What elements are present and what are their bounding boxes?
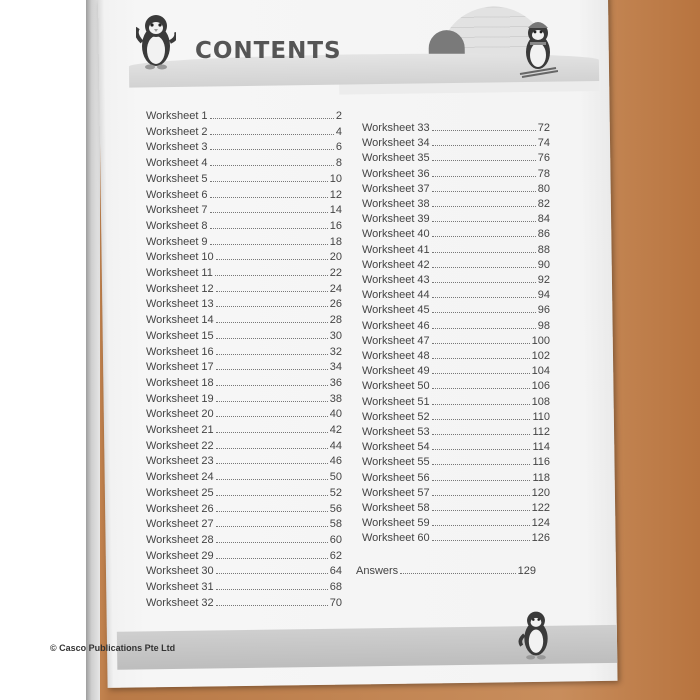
toc-entry	[146, 595, 342, 609]
leader-dots	[432, 206, 536, 207]
toc-entry-page: 52	[329, 486, 342, 499]
toc-entry	[146, 391, 342, 405]
leader-dots	[216, 291, 328, 292]
toc-entry-label: Worksheet 8	[146, 219, 208, 232]
toc-entry	[146, 579, 342, 593]
toc-entry-label: Worksheet 11	[146, 267, 213, 279]
page-title: CONTENTS	[195, 38, 342, 64]
toc-entry-label: Worksheet 2	[146, 125, 208, 138]
toc-entry	[362, 196, 550, 210]
toc-entry-label: Worksheet 45	[362, 304, 430, 317]
toc-entry-page: 120	[531, 486, 550, 499]
toc-entry-page: 26	[329, 298, 342, 311]
toc-entry-page: 16	[329, 219, 342, 232]
toc-entry	[146, 422, 342, 436]
toc-entry-page: 38	[329, 392, 342, 405]
leader-dots	[216, 589, 328, 590]
toc-entry-page: 46	[329, 455, 342, 468]
toc-entry	[362, 150, 550, 164]
leader-dots	[216, 605, 328, 606]
toc-entry	[362, 363, 550, 377]
toc-entry	[362, 242, 550, 256]
leader-dots	[216, 558, 328, 559]
toc-entry-label: Worksheet 51	[362, 395, 430, 408]
leader-dots	[216, 259, 328, 260]
toc-entry	[362, 424, 550, 438]
toc-entry	[362, 409, 550, 423]
toc-entry	[146, 202, 342, 216]
leader-dots	[216, 354, 328, 355]
leader-dots	[432, 130, 536, 131]
toc-entry-label: Worksheet 15	[146, 329, 214, 342]
toc-entry	[362, 470, 550, 484]
toc-entry-label: Worksheet 4	[146, 157, 208, 170]
leader-dots	[216, 479, 328, 480]
toc-entry-page: 96	[537, 304, 550, 317]
toc-entry-page: 50	[329, 471, 342, 484]
toc-entry-label: Worksheet 28	[146, 533, 214, 546]
toc-entry	[146, 171, 342, 185]
toc-entry-page: 112	[532, 426, 550, 438]
toc-entry	[362, 348, 550, 362]
toc-entry-page: 110	[532, 410, 550, 423]
penguin-waving-icon	[136, 12, 176, 70]
toc-entry-page: 90	[537, 258, 550, 271]
toc-entry-label: Worksheet 21	[146, 424, 214, 436]
leader-dots	[400, 573, 515, 574]
toc-entry-label: Worksheet 59	[362, 517, 430, 530]
toc-entry-page: 92	[537, 274, 550, 286]
leader-dots	[432, 191, 536, 192]
toc-entry-label: Worksheet 60	[362, 532, 430, 545]
toc-entry-label: Worksheet 18	[146, 376, 214, 389]
toc-entry-page: 40	[329, 408, 342, 421]
toc-entry-page: 74	[537, 137, 550, 150]
copyright-text: © Casco Publications Pte Ltd	[50, 643, 176, 653]
toc-entry	[362, 135, 550, 149]
toc-entry-label: Worksheet 46	[362, 319, 430, 332]
toc-entry-label: Worksheet 33	[362, 122, 430, 134]
leader-dots	[210, 228, 328, 229]
leader-dots	[432, 419, 531, 420]
toc-entry-label: Worksheet 13	[146, 298, 214, 311]
toc-entry	[146, 124, 342, 138]
toc-entry-label: Worksheet 35	[362, 152, 430, 165]
toc-entry-page: 18	[329, 235, 342, 248]
toc-entry	[146, 108, 342, 122]
toc-entry-label: Answers	[356, 565, 399, 577]
toc-entry-page: 32	[329, 345, 342, 358]
toc-entry-page: 34	[329, 361, 342, 374]
toc-entry-page: 30	[329, 329, 342, 342]
leader-dots	[216, 463, 328, 464]
toc-entry-page: 124	[531, 517, 550, 530]
leader-dots	[216, 511, 328, 512]
toc-entry-label: Worksheet 38	[362, 198, 430, 210]
toc-entry-label: Worksheet 9	[146, 235, 208, 248]
toc-entry-label: Worksheet 5	[146, 172, 208, 185]
toc-entry	[146, 563, 342, 577]
toc-entry-label: Worksheet 24	[146, 471, 214, 484]
toc-entry-label: Worksheet 25	[146, 486, 214, 499]
leader-dots	[432, 236, 536, 237]
toc-entry-page: 78	[537, 167, 550, 180]
toc-entry	[146, 218, 342, 232]
toc-entry-label: Worksheet 7	[146, 204, 208, 217]
toc-entry-page: 22	[329, 267, 342, 279]
leader-dots	[216, 432, 328, 433]
toc-entry	[146, 469, 342, 483]
toc-entry	[362, 530, 550, 544]
toc-entry	[146, 359, 342, 373]
toc-entry-page: 94	[537, 289, 550, 302]
toc-entry-label: Worksheet 41	[362, 243, 430, 256]
toc-entry-page: 56	[329, 502, 342, 515]
toc-entry-label: Worksheet 29	[146, 549, 214, 562]
toc-entry-label: Worksheet 55	[362, 456, 430, 469]
toc-entry-label: Worksheet 10	[146, 251, 214, 264]
leader-dots	[210, 118, 334, 119]
toc-entry-page: 116	[532, 456, 550, 469]
toc-entry	[362, 272, 550, 286]
toc-entry	[146, 312, 342, 326]
leader-dots	[432, 145, 536, 146]
leader-dots	[432, 221, 536, 222]
toc-entry-label: Worksheet 44	[362, 289, 430, 302]
penguin-standing-icon	[518, 608, 554, 660]
toc-entry-label: Worksheet 58	[362, 502, 430, 514]
leader-dots	[432, 252, 536, 253]
toc-entry	[146, 344, 342, 358]
leader-dots	[432, 434, 531, 435]
toc-entry-label: Worksheet 17	[146, 361, 214, 374]
toc-entry-label: Worksheet 56	[362, 471, 430, 484]
toc-entry	[362, 302, 550, 316]
toc-entry-label: Worksheet 43	[362, 274, 430, 286]
toc-entry-label: Worksheet 31	[146, 581, 214, 593]
toc-entry-page: 10	[329, 172, 342, 185]
leader-dots	[432, 540, 530, 541]
toc-entry-label: Worksheet 6	[146, 188, 208, 201]
leader-dots	[432, 297, 536, 298]
toc-entry	[362, 515, 550, 529]
toc-entry-page: 4	[335, 125, 342, 138]
toc-entry-label: Worksheet 27	[146, 518, 214, 531]
leader-dots	[216, 385, 328, 386]
toc-entry-page: 102	[531, 350, 550, 362]
leader-dots	[432, 176, 536, 177]
toc-entry-label: Worksheet 40	[362, 228, 430, 241]
toc-entry-page: 36	[329, 376, 342, 389]
toc-entry-page: 118	[532, 471, 550, 484]
toc-entry-page: 12	[329, 188, 342, 201]
toc-entry	[146, 155, 342, 169]
toc-entry-label: Worksheet 52	[362, 410, 430, 423]
toc-entry-page: 62	[329, 549, 342, 562]
toc-entry-page: 100	[531, 334, 550, 347]
toc-entry	[146, 406, 342, 420]
toc-entry-label: Worksheet 22	[146, 439, 214, 452]
toc-entry	[362, 333, 550, 347]
toc-entry-page: 84	[537, 213, 550, 226]
leader-dots	[432, 343, 530, 344]
toc-entry	[146, 296, 342, 310]
toc-entry-page: 20	[329, 251, 342, 264]
leader-dots	[210, 181, 328, 182]
toc-entry	[146, 501, 342, 515]
leader-dots	[216, 416, 328, 417]
toc-entry	[362, 287, 550, 301]
leader-dots	[432, 495, 530, 496]
toc-entry	[146, 485, 342, 499]
leader-dots	[432, 449, 531, 450]
leader-dots	[210, 165, 334, 166]
leader-dots	[216, 542, 328, 543]
toc-entry	[146, 187, 342, 201]
toc-entry	[146, 281, 342, 295]
leader-dots	[432, 510, 530, 511]
leader-dots	[216, 573, 328, 574]
toc-entry-label: Worksheet 1	[146, 110, 208, 122]
toc-entry	[146, 265, 342, 279]
leader-dots	[432, 312, 536, 313]
toc-entry	[362, 120, 550, 134]
toc-entry	[146, 532, 342, 546]
toc-entry-label: Worksheet 26	[146, 502, 214, 515]
toc-entry-page: 14	[329, 204, 342, 217]
leader-dots	[210, 134, 334, 135]
toc-entry-page: 42	[329, 424, 342, 436]
leader-dots	[210, 149, 334, 150]
toc-entry	[362, 500, 550, 514]
toc-entry	[362, 378, 550, 392]
book-spine	[86, 0, 100, 700]
toc-entry-page: 98	[537, 319, 550, 332]
toc-entry-page: 44	[329, 439, 342, 452]
toc-entry	[362, 226, 550, 240]
toc-entry	[362, 485, 550, 499]
toc-entry-label: Worksheet 54	[362, 441, 430, 454]
toc-entry-page: 86	[537, 228, 550, 241]
toc-entry-page: 82	[537, 198, 550, 210]
toc-entry	[362, 211, 550, 225]
toc-entry-page: 24	[329, 282, 342, 295]
toc-entry-label: Worksheet 19	[146, 392, 214, 405]
leader-dots	[432, 160, 536, 161]
leader-dots	[432, 282, 536, 283]
toc-entry-label: Worksheet 14	[146, 314, 214, 327]
toc-entry-page: 114	[532, 441, 550, 454]
leader-dots	[216, 401, 328, 402]
toc-entry	[362, 166, 550, 180]
leader-dots	[432, 373, 530, 374]
toc-entry	[146, 234, 342, 248]
leader-dots	[432, 267, 536, 268]
toc-entry-page: 6	[335, 141, 342, 154]
toc-entry-label: Worksheet 42	[362, 258, 430, 271]
toc-entry-page: 60	[329, 533, 342, 546]
toc-entry-page: 28	[329, 314, 342, 327]
toc-entry-label: Worksheet 50	[362, 380, 430, 393]
leader-dots	[216, 369, 328, 370]
toc-entry-label: Worksheet 12	[146, 282, 214, 295]
toc-entry	[146, 375, 342, 389]
toc-entry-label: Worksheet 47	[362, 334, 430, 347]
leader-dots	[210, 244, 328, 245]
toc-entry	[146, 453, 342, 467]
leader-dots	[432, 404, 530, 405]
toc-entry-page: 104	[531, 365, 550, 378]
leader-dots	[432, 525, 530, 526]
toc-entry	[362, 318, 550, 332]
leader-dots	[432, 480, 531, 481]
toc-entry-label: Worksheet 23	[146, 455, 214, 468]
leader-dots	[216, 306, 328, 307]
toc-entry-label: Worksheet 3	[146, 141, 208, 154]
toc-entry-page: 2	[335, 110, 342, 122]
leader-dots	[432, 464, 531, 465]
toc-entry-label: Worksheet 49	[362, 365, 430, 378]
toc-entry	[146, 249, 342, 263]
toc-entry-label: Worksheet 39	[362, 213, 430, 226]
toc-entry-page: 126	[531, 532, 550, 545]
leader-dots	[210, 212, 328, 213]
toc-entry	[362, 394, 550, 408]
toc-entry-page: 122	[531, 502, 550, 514]
leader-dots	[216, 322, 328, 323]
toc-entry	[362, 257, 550, 271]
toc-entry-page: 108	[531, 395, 550, 408]
toc-entry-label: Worksheet 20	[146, 408, 214, 421]
toc-entry	[146, 438, 342, 452]
toc-entry-label: Worksheet 53	[362, 426, 430, 438]
toc-entry-page: 76	[537, 152, 550, 165]
toc-entry-page: 72	[537, 122, 550, 134]
toc-entry-page: 80	[537, 182, 550, 195]
toc-entry-label: Worksheet 36	[362, 167, 430, 180]
leader-dots	[216, 495, 328, 496]
toc-entry-label: Worksheet 34	[362, 137, 430, 150]
toc-entry	[146, 139, 342, 153]
toc-entry-page: 64	[329, 565, 342, 578]
toc-entry-page: 129	[517, 565, 536, 577]
toc-entry-page: 70	[329, 596, 342, 609]
leader-dots	[432, 388, 530, 389]
leader-dots	[216, 338, 328, 339]
toc-entry-page: 8	[335, 157, 342, 170]
toc-entry	[362, 439, 550, 453]
toc-entry	[146, 548, 342, 562]
leader-dots	[216, 448, 328, 449]
toc-entry-label: Worksheet 16	[146, 345, 214, 358]
toc-entry-page: 88	[537, 243, 550, 256]
toc-entry-page: 106	[531, 380, 550, 393]
leader-dots	[432, 328, 536, 329]
toc-entry-label: Worksheet 48	[362, 350, 430, 362]
toc-entry-label: Worksheet 30	[146, 565, 214, 578]
leader-dots	[215, 275, 328, 276]
toc-entry-page: 68	[329, 581, 342, 593]
toc-entry	[362, 181, 550, 195]
leader-dots	[432, 358, 530, 359]
toc-entry-label: Worksheet 57	[362, 486, 430, 499]
toc-entry	[146, 516, 342, 530]
toc-entry-label: Worksheet 37	[362, 182, 430, 195]
toc-entry	[146, 328, 342, 342]
toc-entry-label: Worksheet 32	[146, 596, 214, 609]
leader-dots	[210, 197, 328, 198]
leader-dots	[216, 526, 328, 527]
toc-entry-page: 58	[329, 518, 342, 531]
toc-entry	[362, 454, 550, 468]
penguin-skiing-icon	[518, 20, 558, 78]
